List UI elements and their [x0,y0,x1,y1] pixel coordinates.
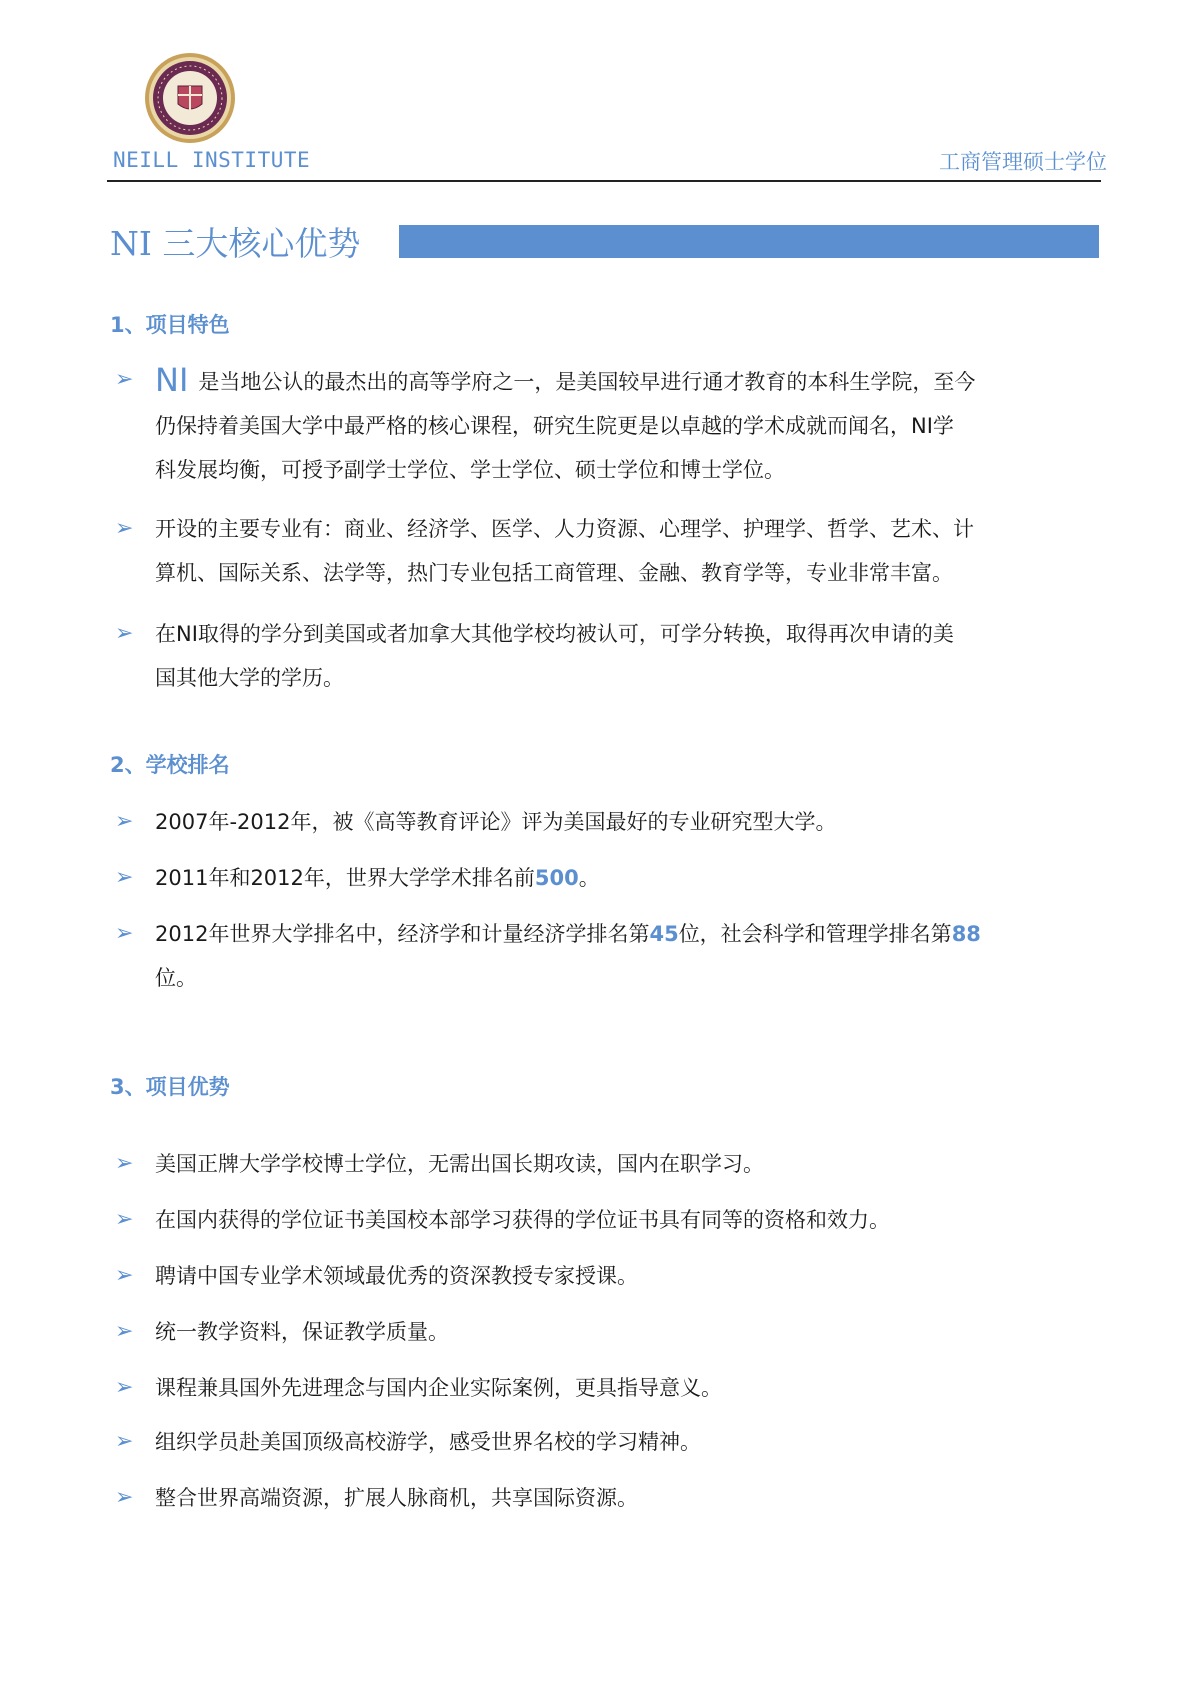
list-item [115,507,1105,595]
arrow-bullet-icon: ➢ [115,516,134,541]
section-title-rankings: 2、学校排名 [110,753,230,777]
bullet-line: 。 [578,866,600,890]
page-title: NI 三大核心优势 [110,224,361,263]
bullet-line: 开设的主要专业有：商业、经济学、医学、人力资源、心理学、护理学、哲学、艺术、计 [155,517,974,541]
bullet-line: 统一教学资料，保证教学质量。 [155,1320,449,1344]
list-item [115,612,1105,700]
bullet-line: 位。 [155,966,197,990]
heading-accent-bar [399,225,1099,258]
bullet-line: 2007年-2012年，被《高等教育评论》评为美国最好的专业研究型大学。 [155,810,837,834]
document-title: 工商管理硕士学位 [939,150,1107,174]
arrow-bullet-icon: ➢ [115,1429,134,1454]
bullet-line: 课程兼具国外先进理念与国内企业实际案例，更具指导意义。 [155,1376,722,1400]
highlight-number: 500 [534,866,579,890]
bullet-line: 位，社会科学和管理学排名第 [678,922,952,946]
list-item [115,912,1105,1000]
list-item [115,800,1105,844]
bullet-line: 2011年和2012年，世界大学学术排名前 [155,866,535,890]
bullet-line: 聘请中国专业学术领域最优秀的资深教授专家授课。 [155,1264,638,1288]
header-divider [107,180,1101,182]
list-item [115,358,1105,492]
list-item [115,1366,1105,1410]
list-item [115,1198,1105,1242]
bullet-line: 在国内获得的学位证书美国校本部学习获得的学位证书具有同等的资格和效力。 [155,1208,890,1232]
arrow-bullet-icon: ➢ [115,1207,134,1232]
bullet-line: 美国正牌大学学校博士学位，无需出国长期攻读，国内在职学习。 [155,1152,764,1176]
list-item [115,1254,1105,1298]
institute-seal-logo [144,52,236,144]
bullet-line: 在NI取得的学分到美国或者加拿大其他学校均被认可，可学分转换，取得再次申请的美 [155,622,954,646]
list-item [115,1476,1105,1520]
bullet-line: 整合世界高端资源，扩展人脉商机，共享国际资源。 [155,1486,638,1510]
arrow-bullet-icon: ➢ [115,1151,134,1176]
bullet-line: 是当地公认的最杰出的高等学府之一，是美国较早进行通才教育的本科生学院，至今 [198,370,976,394]
section-title-advantages: 3、项目优势 [110,1075,230,1099]
arrow-bullet-icon: ➢ [115,367,134,392]
highlight-number: 45 [649,922,679,946]
list-item [115,1420,1105,1464]
arrow-bullet-icon: ➢ [115,1375,134,1400]
arrow-bullet-icon: ➢ [115,865,134,890]
list-item [115,1310,1105,1354]
arrow-bullet-icon: ➢ [115,921,134,946]
bullet-line: 仍保持着美国大学中最严格的核心课程，研究生院更是以卓越的学术成就而闻名，NI学 [155,414,954,438]
bullet-line: 国其他大学的学历。 [155,666,344,690]
arrow-bullet-icon: ➢ [115,1263,134,1288]
arrow-bullet-icon: ➢ [115,1485,134,1510]
bullet-line: 科发展均衡，可授予副学士学位、学士学位、硕士学位和博士学位。 [155,458,785,482]
list-item [115,1142,1105,1186]
highlight-number: 88 [951,922,981,946]
bullet-line: 2012年世界大学排名中，经济学和计量经济学排名第 [155,922,650,946]
arrow-bullet-icon: ➢ [115,1319,134,1344]
bullet-line: 组织学员赴美国顶级高校游学，感受世界名校的学习精神。 [155,1430,701,1454]
ni-lead-text: NI [155,361,189,399]
list-item [115,856,1105,900]
arrow-bullet-icon: ➢ [115,809,134,834]
arrow-bullet-icon: ➢ [115,621,134,646]
bullet-line: 算机、国际关系、法学等，热门专业包括工商管理、金融、教育学等，专业非常丰富。 [155,561,953,585]
brand-name: NEILL INSTITUTE [113,148,311,172]
section-title-features: 1、项目特色 [110,313,230,337]
